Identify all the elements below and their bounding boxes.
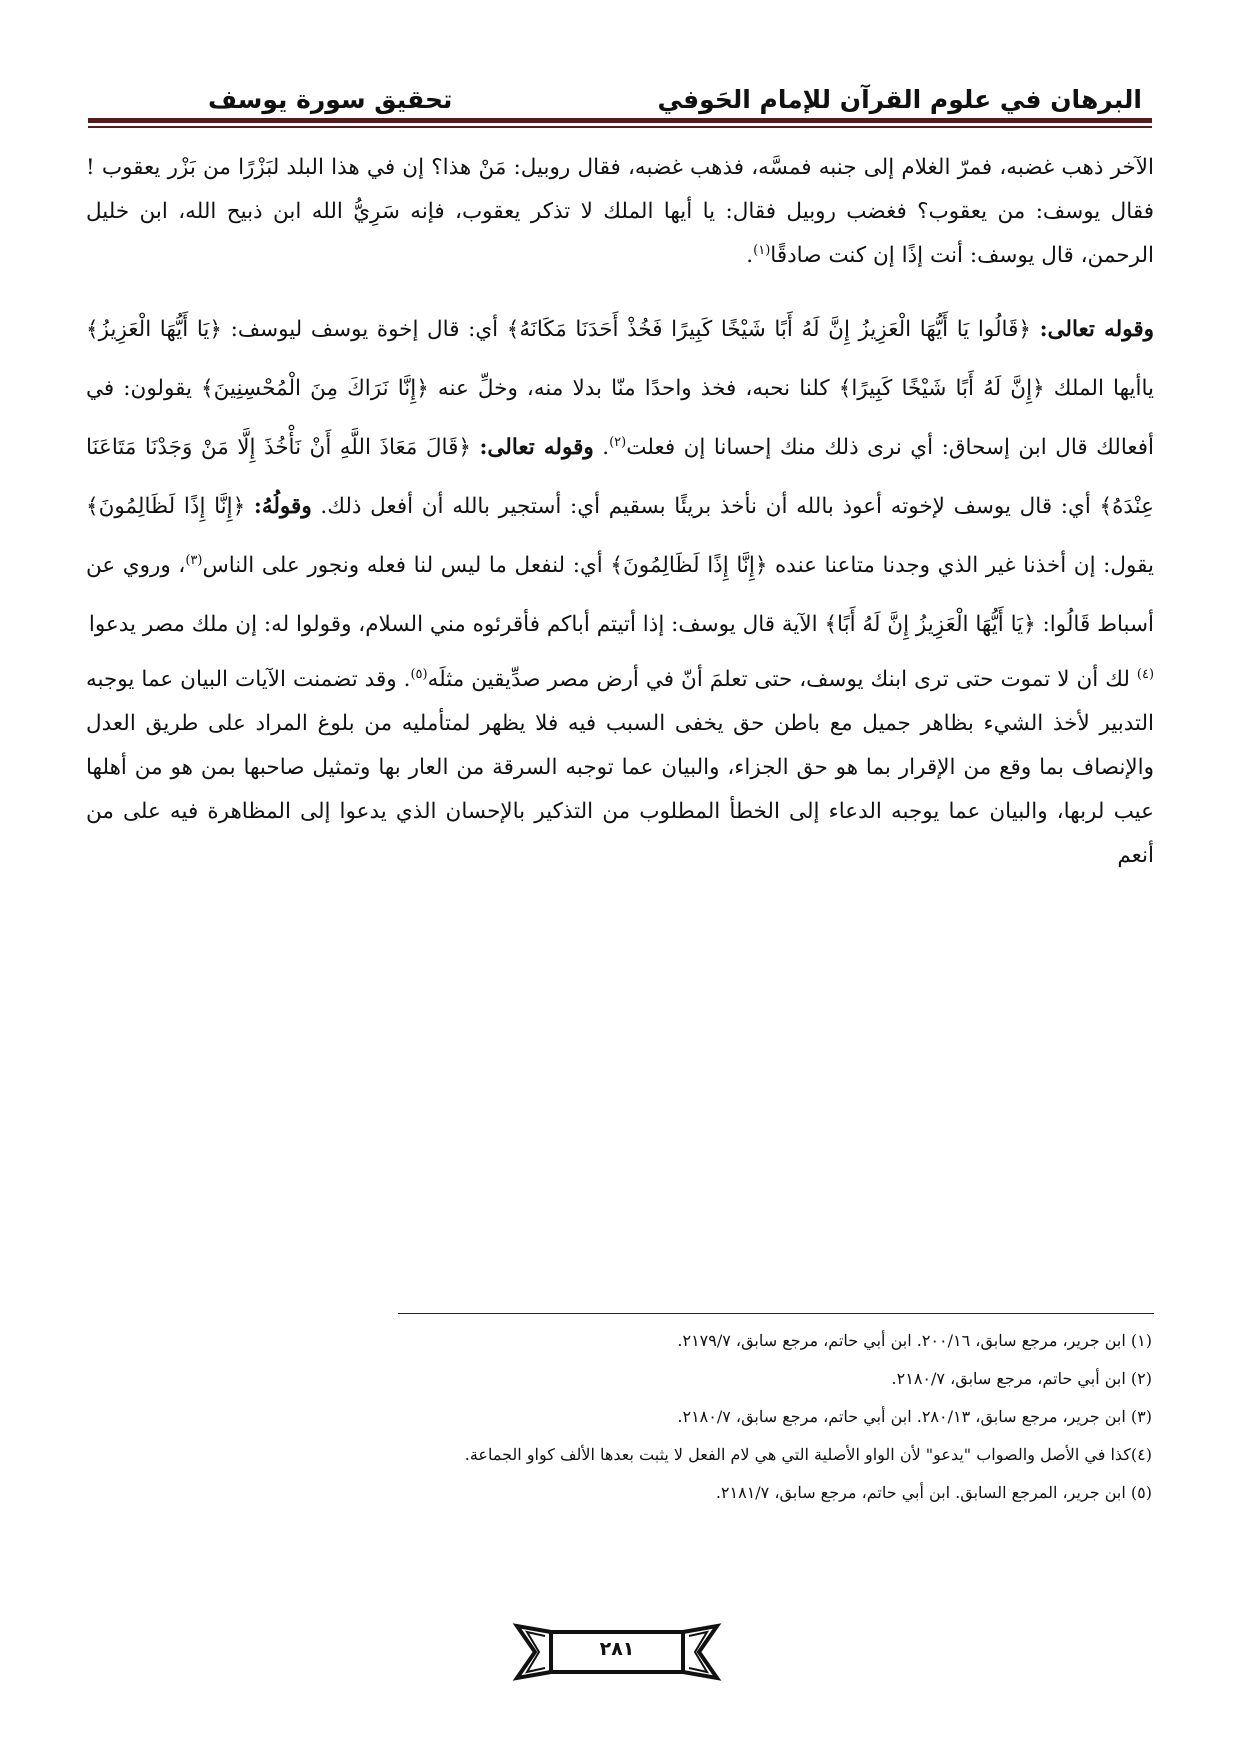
paragraph-text: . وقد تضمنت الآيات البيان عما يوجبه التدبير لأخذ الشيء بظاهر جميل مع باطن حق يخفى السبب فيه فلا يظهر لمتأمليه من بلوغ المراد على طريق العدل والإنصاف بما وقع من الإقرار بما هو حق الجزاء، والبيان عما توجبه السرقة من العار بها وتمثيل صاحبها بمن هو من أهلها عيب لربها، والبيان عما يوجبه الدعاء إلى الخطأ المطلوب من التذكير بالإحسان الذي يدعوا إلى المظاهرة فيه على من أنعم — [86, 667, 1154, 868]
footnote: (٤)كذا في الأصل والصواب "يدعو" لأن الواو الأصلية التي هي لام الفعل لا يثبت بعدها الألف كواو الجماعة. — [464, 1445, 1152, 1464]
header-rule-thick — [88, 118, 1152, 123]
page-number-ornament — [511, 1622, 723, 1682]
footnote: (٣) ابن جرير، مرجع سابق، ٢٨٠/١٣. ابن أبي حاتم، مرجع سابق، ٢١٨٠/٧. — [677, 1407, 1152, 1426]
paragraph-text: . — [593, 435, 610, 460]
paragraph-text: ، وروي عن أسباط قَالُوا: ﴿يَا أَيُّهَا الْعَزِيزُ إِنَّ لَهُ أَبًا﴾ الآية قال يوسف: إذا أتيتم أباكم فأقرئوه مني السلام، وقولوا له: إن ملك مصر يدعوا — [86, 553, 1154, 637]
running-header — [98, 74, 1142, 114]
paragraph-text: لك أن لا تموت حتى ترى ابنك يوسف، حتى تعلمَ أنّ في أرض مصر صدِّيقين مثلَه — [427, 667, 1137, 692]
paragraph-1 — [86, 146, 1154, 278]
footnote: (١) ابن جرير، مرجع سابق، ٢٠٠/١٦. ابن أبي حاتم، مرجع سابق، ٢١٧٩/٧. — [677, 1331, 1152, 1350]
paragraph-text: ﴿إِنَّا إِذًا لَظَالِمُونَ﴾ يقول: إن أخذنا غير الذي وجدنا متاعنا عنده ﴿إِنَّا إِذًا لَظَالِمُونَ﴾ أي: لنفعل ما ليس لنا فعله ونجور على الناس — [86, 494, 1154, 578]
page-number: ٢٨١ — [599, 1638, 635, 1660]
header-rule-thin — [88, 126, 1152, 128]
paragraph-3 — [86, 658, 1154, 878]
paragraph-2 — [86, 300, 1154, 654]
bold-label: وقوله تعالى: — [1039, 317, 1154, 342]
footnote-ref-5[interactable]: (٥) — [410, 666, 428, 682]
paragraph-text: ﴿قَالَ مَعَاذَ اللَّهِ أَنْ نَأْخُذَ إِلَّا مَنْ وَجَدْنَا مَتَاعَنَا عِنْدَهُ﴾ أي: قال يوسف لإخوته أعوذ بالله أن نأخذ بريئًا بسقيم أي: أستجير بالله أن أفعل ذلك. — [86, 435, 1154, 519]
paragraph-text: الآخر ذهب غضبه، فمرّ الغلام إلى جنبه فمسَّه، فذهب غضبه، فقال روبيل: مَنْ هذا؟ إن في هذا البلد لبَزْرًا من بَزْر يعقوب ! فقال يوسف: من يعقوب؟ فغضب روبيل فقال: يا أيها الملك لا تذكر يعقوب، فإنه سَرِيُّ الله ابن ذبيح الله، ابن خليل الرحمن، قال يوسف: أنت إذًا إن كنت صادقًا — [86, 155, 1154, 268]
paragraph-text: ﴿قَالُوا يَا أَيُّهَا الْعَزِيزُ إِنَّ لَهُ أَبًا شَيْخًا كَبِيرًا فَخُذْ أَحَدَنَا مَكَانَهُ﴾ أي: قال إخوة يوسف ليوسف: ﴿يَا أَيُّهَا الْعَزِيزُ﴾ ياأيها الملك ﴿إِنَّ لَهُ أَبًا شَيْخًا كَبِيرًا﴾ كلنا نحبه، فخذ واحدًا منّا بدلا منه، وخلِّ عنه ﴿إِنَّا نَرَاكَ مِنَ الْمُحْسِنِينَ﴾ يقولون: في أفعالك قال ابن إسحاق: أي نرى ذلك منك إحسانا إن فعلت — [86, 317, 1154, 460]
footnote-ref-3[interactable]: (٣) — [185, 552, 203, 568]
footnotes — [86, 1322, 1154, 1512]
footnote-ref-2[interactable]: (٢) — [609, 434, 627, 450]
footnote: (٥) ابن جرير، المرجع السابق. ابن أبي حاتم، مرجع سابق، ٢١٨١/٧. — [715, 1483, 1152, 1502]
bold-label: وقولُهُ: — [253, 494, 312, 519]
footnote-ref-4[interactable]: (٤) — [1136, 666, 1155, 682]
section-title: تحقيق سورة يوسف — [208, 85, 453, 114]
book-title: البرهان في علوم القرآن للإمام الحَوفي — [657, 85, 1142, 114]
footnote-separator — [398, 1313, 1154, 1314]
main-text — [86, 146, 1154, 878]
footnote: (٢) ابن أبي حاتم، مرجع سابق، ٢١٨٠/٧. — [891, 1369, 1152, 1388]
footnote-ref-1[interactable]: (١) — [753, 242, 771, 258]
paragraph-text: . — [746, 243, 754, 268]
bold-label: وقوله تعالى: — [479, 435, 594, 460]
